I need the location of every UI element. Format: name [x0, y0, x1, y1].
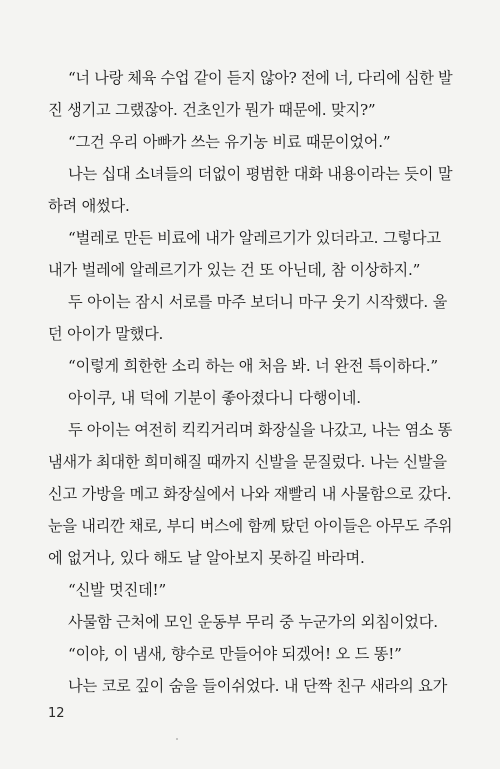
text-line: “신발 멋진데!”	[68, 581, 167, 599]
text-line: 던 아이가 말했다.	[48, 325, 164, 343]
text-line: 눈을 내리깐 채로, 부디 버스에 함께 탔던 아이들은 아무도 주위	[48, 517, 453, 535]
text-line: 에 없거나, 있다 해도 날 알아보지 못하길 바라며.	[48, 549, 365, 567]
text-line: “너 나랑 체육 수업 같이 듣지 않아? 전에 너, 다리에 심한 발	[68, 69, 453, 87]
text-line: 진 생기고 그랬잖아. 건초인가 뭔가 때문에. 맞지?”	[48, 101, 376, 119]
text-line: 아이쿠, 내 덕에 기분이 좋아졌다니 다행이네.	[68, 389, 361, 407]
text-line: 하려 애썼다.	[48, 197, 130, 215]
text-line: “벌레로 만든 비료에 내가 알레르기가 있더라고. 그렇다고	[68, 229, 441, 247]
page-number: 12	[48, 706, 65, 721]
text-line: 신고 가방을 메고 화장실에서 나와 재빨리 내 사물함으로 갔다.	[48, 485, 452, 503]
text-line: 두 아이는 잠시 서로를 마주 보더니 마구 웃기 시작했다. 울	[68, 293, 448, 311]
text-line: “이렇게 희한한 소리 하는 애 처음 봐. 너 완전 특이하다.”	[68, 357, 438, 375]
text-line: 사물함 근처에 모인 운동부 무리 중 누군가의 외침이었다.	[68, 613, 438, 631]
text-line: “이야, 이 냄새, 향수로 만들어야 되겠어! 오 드 똥!”	[68, 645, 402, 663]
text-line: 두 아이는 여전히 킥킥거리며 화장실을 나갔고, 나는 염소 똥	[68, 421, 453, 439]
text-line: “그건 우리 아빠가 쓰는 유기농 비료 때문이었어.”	[68, 133, 391, 151]
text-line: 내가 벌레에 알레르기가 있는 건 또 아닌데, 참 이상하지.”	[48, 261, 421, 279]
text-line: 나는 십대 소녀들의 더없이 평범한 대화 내용이라는 듯이 말	[68, 165, 453, 183]
text-line: 냄새가 최대한 희미해질 때까지 신발을 문질렀다. 나는 신발을	[48, 453, 447, 471]
paper-speck	[176, 738, 178, 740]
text-line: 나는 코로 깊이 숨을 들이쉬었다. 내 단짝 친구 새라의 요가	[68, 677, 448, 695]
